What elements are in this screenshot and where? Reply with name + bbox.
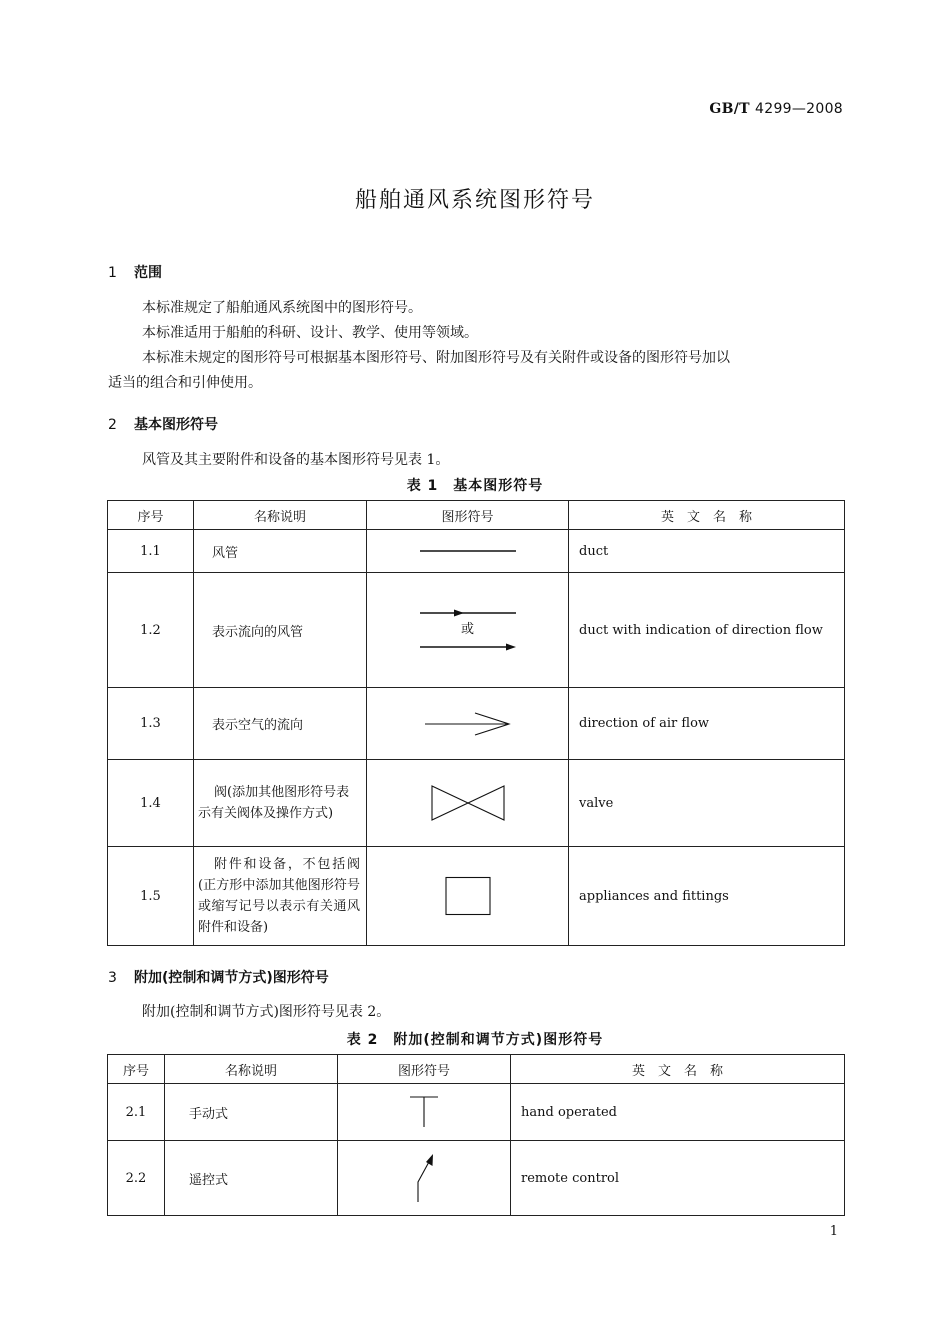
scope-para-1: 本标准规定了船舶通风系统图中的图形符号。 [142, 300, 422, 316]
symbol-cell [338, 1141, 511, 1216]
page-number: 1 [829, 1224, 838, 1239]
row-number: 1.1 [108, 530, 194, 573]
standard-code [709, 101, 843, 117]
row-name: 表示流向的风管 [194, 573, 367, 688]
row-number: 1.4 [108, 760, 194, 847]
row-number: 2.1 [108, 1084, 165, 1141]
duct-flow-end-arrow-icon [418, 641, 518, 653]
symbol-cell [367, 688, 569, 760]
standard-prefix: GB/T [709, 101, 750, 117]
remote-control-icon [404, 1152, 444, 1204]
row-number: 1.5 [108, 847, 194, 946]
header-cell: 名称说明 [165, 1055, 338, 1084]
hand-operated-icon [404, 1095, 444, 1129]
section-3-intro: 附加(控制和调节方式)图形符号见表 2。 [142, 1004, 391, 1020]
row-english: hand operated [511, 1084, 845, 1141]
header-cell: 图形符号 [338, 1055, 511, 1084]
section-2-number: 2 [108, 417, 117, 433]
row-name: 手动式 [165, 1084, 338, 1141]
table-row [108, 760, 845, 847]
header-cell: 序号 [108, 1055, 165, 1084]
section-1-number: 1 [108, 265, 117, 281]
header-cell: 名称说明 [194, 501, 367, 530]
duct-symbol-icon [418, 546, 518, 556]
row-english: appliances and fittings [569, 847, 845, 946]
section-2-intro: 风管及其主要附件和设备的基本图形符号见表 1。 [142, 452, 450, 468]
row-name: 风管 [194, 530, 367, 573]
symbol-cell [367, 847, 569, 946]
section-1-heading [108, 262, 162, 282]
table-row [108, 530, 845, 573]
section-3-number: 3 [108, 970, 117, 986]
alternative-or-label: 或 [460, 622, 474, 637]
scope-para-3-cont: 适当的组合和引伸使用。 [108, 375, 262, 391]
document-title: 船舶通风系统图形符号 [354, 188, 595, 213]
table-1-header-row [108, 501, 845, 530]
section-1-title: 范围 [134, 265, 162, 281]
header-cell: 英 文 名 称 [511, 1055, 845, 1084]
row-number: 2.2 [108, 1141, 165, 1216]
symbol-cell [367, 760, 569, 847]
table-row [108, 1084, 845, 1141]
symbol-cell [367, 530, 569, 573]
row-name: 阀(添加其他图形符号表示有关阀体及操作方式) [194, 760, 367, 847]
row-name: 附件和设备，不包括阀(正方形中添加其他图形符号或缩写记号以表示有关通风附件和设备) [194, 847, 367, 946]
section-3-title: 附加(控制和调节方式)图形符号 [134, 970, 329, 986]
row-english: remote control [511, 1141, 845, 1216]
row-number: 1.3 [108, 688, 194, 760]
table-row [108, 688, 845, 760]
table-2 [107, 1054, 845, 1216]
section-2-title: 基本图形符号 [134, 417, 218, 433]
row-name: 表示空气的流向 [194, 688, 367, 760]
row-number: 1.2 [108, 573, 194, 688]
header-cell: 图形符号 [367, 501, 569, 530]
row-english: direction of air flow [569, 688, 845, 760]
row-english: duct [569, 530, 845, 573]
scope-para-3: 本标准未规定的图形符号可根据基本图形符号、附加图形符号及有关附件或设备的图形符号加以 [142, 350, 730, 366]
air-flow-arrow-icon [423, 711, 513, 737]
appliance-square-icon [444, 876, 492, 916]
row-english: valve [569, 760, 845, 847]
table-row [108, 573, 845, 688]
table-2-header-row [108, 1055, 845, 1084]
table-2-caption: 表 2 附加(控制和调节方式)图形符号 [346, 1032, 604, 1048]
header-cell: 序号 [108, 501, 194, 530]
scope-para-2: 本标准适用于船舶的科研、设计、教学、使用等领域。 [142, 325, 478, 341]
table-1 [107, 500, 845, 946]
row-english: duct with indication of direction flow [569, 573, 845, 688]
symbol-cell [367, 573, 569, 688]
header-cell: 英 文 名 称 [569, 501, 845, 530]
symbol-cell [338, 1084, 511, 1141]
row-name: 遥控式 [165, 1141, 338, 1216]
section-2-heading [108, 414, 218, 434]
table-row [108, 1141, 845, 1216]
table-1-caption: 表 1 基本图形符号 [406, 478, 544, 494]
section-3-heading [108, 967, 329, 987]
duct-flow-arrow-icon [418, 607, 518, 619]
standard-number: 4299—2008 [755, 101, 843, 117]
valve-symbol-icon [430, 784, 506, 822]
table-row [108, 847, 845, 946]
